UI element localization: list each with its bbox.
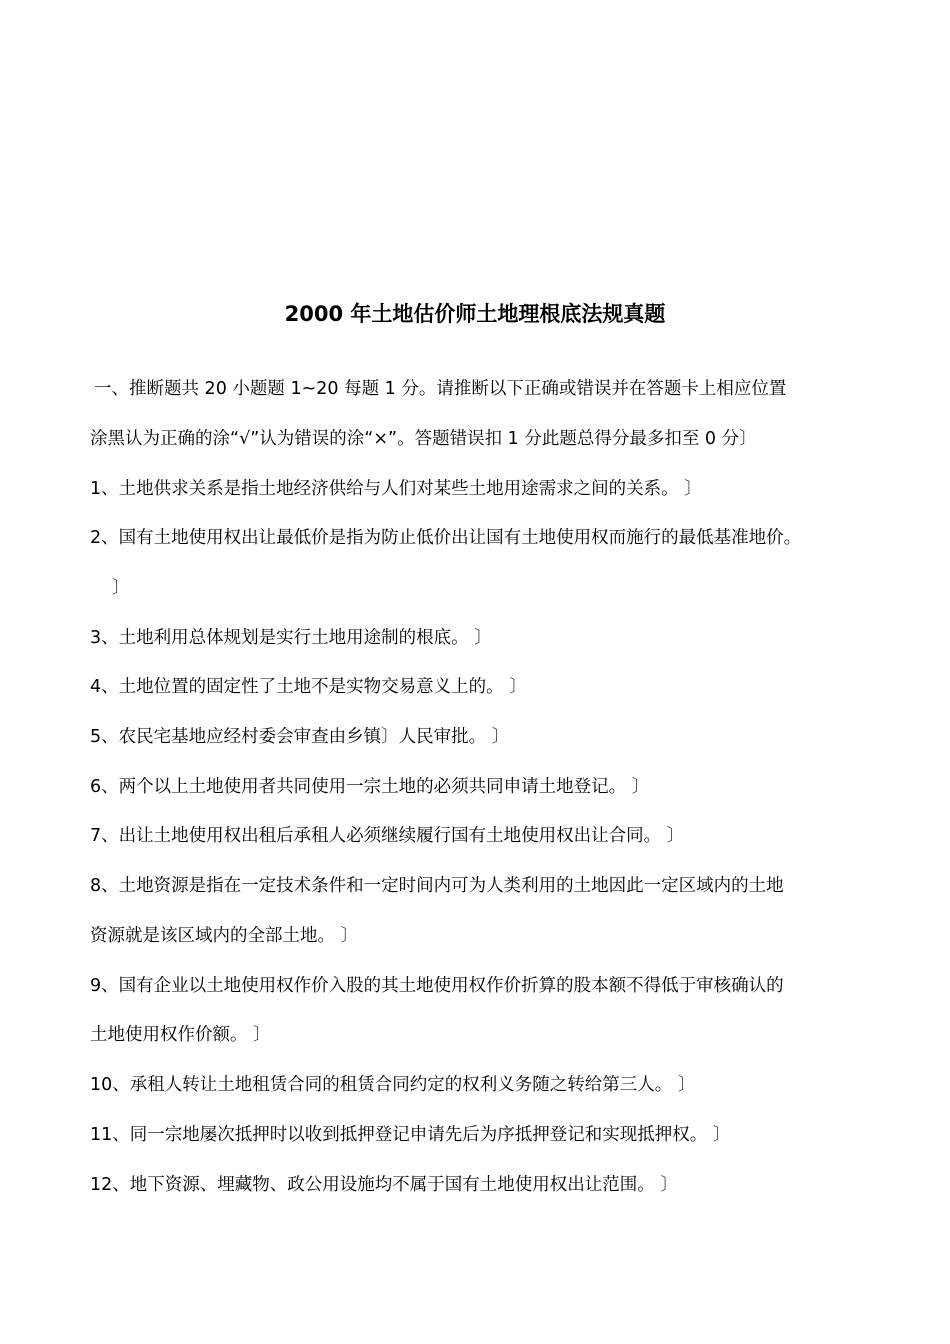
question-7: 7、出让土地使用权出租后承租人必须继续履行国有土地使用权出让合同。 〕 xyxy=(90,826,685,846)
instructions-line-1: 一、推断题共 20 小题题 1~20 每题 1 分。请推断以下正确或错误并在答题卡上相应位置 xyxy=(94,379,787,399)
question-12: 12、地下资源、埋藏物、政公用设施均不属于国有土地使用权出让范围。 〕 xyxy=(90,1175,678,1195)
instructions-line-2: 涂黑认为正确的涂“√”认为错误的涂“×”。答题错误扣 1 分此题总得分最多扣至 0 分〕 xyxy=(90,429,757,449)
question-4: 4、土地位置的固定性了土地不是实物交易意义上的。 〕 xyxy=(90,677,527,697)
question-11: 11、同一宗地屡次抵押时以收到抵押登记申请先后为序抵押登记和实现抵押权。 〕 xyxy=(90,1125,731,1145)
question-1: 1、土地供求关系是指土地经济供给与人们对某些土地用途需求之间的关系。 〕 xyxy=(90,479,702,499)
question-10: 10、承租人转让土地租赁合同的租赁合同约定的权利义务随之转给第三人。 〕 xyxy=(90,1075,696,1095)
question-6: 6、两个以上土地使用者共同使用一宗土地的必须共同申请土地登记。 〕 xyxy=(90,777,650,797)
question-8-continuation: 资源就是该区域内的全部土地。 〕 xyxy=(90,926,359,946)
question-2-continuation: 〕 xyxy=(112,578,130,598)
question-3: 3、土地利用总体规划是实行土地用途制的根底。 〕 xyxy=(90,628,492,648)
document-title: 2000 年土地估价师土地理根底法规真题 xyxy=(284,302,666,326)
question-5: 5、农民宅基地应经村委会审查由乡镇〕人民审批。 〕 xyxy=(90,727,510,747)
question-9: 9、国有企业以土地使用权作价入股的其土地使用权作价折算的股本额不得低于审核确认的 xyxy=(90,976,784,996)
question-9-continuation: 土地使用权作价额。 〕 xyxy=(90,1025,271,1045)
question-2: 2、国有土地使用权出让最低价是指为防止低价出让国有土地使用权而施行的最低基准地价。 xyxy=(90,528,802,548)
question-8: 8、土地资源是指在一定技术条件和一定时间内可为人类利用的土地因此一定区域内的土地 xyxy=(90,876,784,896)
